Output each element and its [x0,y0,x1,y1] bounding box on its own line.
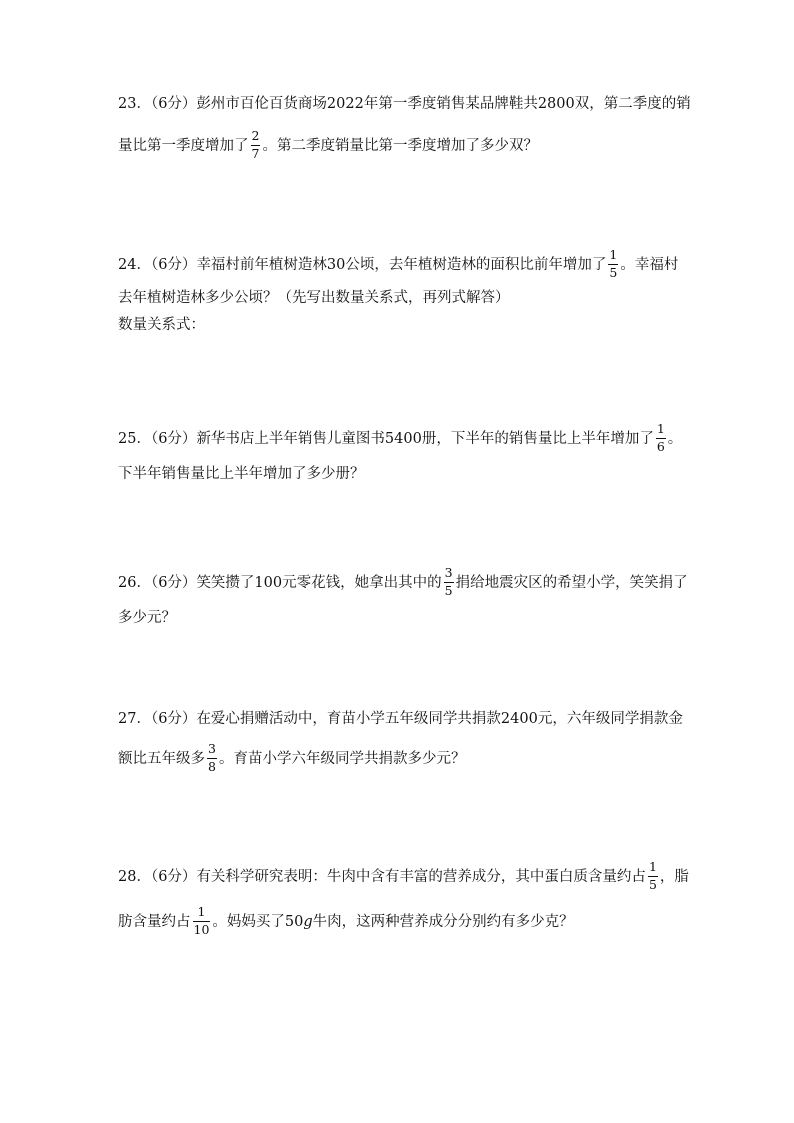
q24-text-2: 去年植树造林多少公顷？（先写出数量关系式，再列式解答） [118,290,510,306]
q28-frac1-den: 5 [648,876,657,892]
q26-text-2: 多少元？ [118,610,176,626]
q28-frac2-den: 10 [193,921,210,937]
q25-line1 [118,421,683,454]
q27-line2 [118,741,466,774]
q27-text-1: 在爱心捐赠活动中，育苗小学五年级同学共捐款2400元，六年级同学捐款金 [196,711,683,727]
q26-fraction [444,567,454,597]
q27-number: 27． [118,711,151,727]
q26-number: 26． [118,575,151,591]
q24-number: 24． [118,257,151,273]
q23-frac-num: 2 [251,130,261,146]
q25-frac-num: 1 [656,423,666,439]
q27-fraction [207,743,217,773]
q26-frac-num: 3 [444,567,454,583]
q26-score: （6分） [150,575,197,591]
q27-frac-num: 3 [207,743,217,759]
q23-score: （6分） [150,96,197,112]
q24-score: （6分） [150,257,197,273]
q25-score: （6分） [150,431,197,447]
q24-fraction [608,249,618,279]
q24-text-3: 数量关系式： [118,317,205,333]
q27-score: （6分） [150,711,197,727]
q26-frac-den: 5 [444,582,453,598]
q23-text-2a: 量比第一季度增加了 [118,138,249,154]
q27-text-2b: 。育苗小学六年级同学共捐款多少元？ [218,751,466,767]
q28-text-2a: 肪含量约占 [118,914,191,930]
q23-frac-den: 7 [251,145,260,161]
q28-text-2c: 牛肉，这两种营养成分分别约有多少克？ [312,914,574,930]
q25-frac-den: 6 [656,438,665,454]
q25-fraction [656,423,666,453]
q25-line2 [118,464,365,484]
q28-line2 [118,904,574,937]
q23-text-1: 彭州市百伦百货商场2022年第一季度销售某品牌鞋共2800双，第二季度的销 [196,96,691,112]
q24-frac-den: 5 [609,264,618,280]
q23-line1 [118,94,691,114]
q27-text-2a: 额比五年级多 [118,751,205,767]
q25-text-1a: 新华书店上半年销售儿童图书5400册，下半年的销售量比上半年增加了 [196,431,654,447]
q23-fraction [251,130,261,160]
q28-unit-g: g [303,914,313,930]
q28-frac2-num: 1 [193,906,211,922]
q26-text-1a: 笑笑攒了100元零花钱，她拿出其中的 [196,575,442,591]
q25-text-2: 下半年销售量比上半年增加了多少册？ [118,466,365,482]
q24-frac-num: 1 [608,249,618,265]
q28-frac1-num: 1 [648,861,658,877]
q26-line1 [118,565,688,598]
q23-text-2b: 。第二季度销量比第一季度增加了多少双？ [262,138,538,154]
q28-fraction-protein [648,861,658,891]
q24-line1 [118,247,679,280]
q27-frac-den: 8 [208,758,216,774]
q24-text-1b: 。幸福村 [620,257,679,273]
q24-line3 [118,315,205,335]
q28-text-1b: ，脂 [659,869,689,885]
q28-line1 [118,859,689,892]
q25-number: 25． [118,431,151,447]
q24-line2 [118,288,510,308]
q26-line2 [118,608,176,628]
q28-text-2b: 。妈妈买了50 [212,914,304,930]
q26-text-1b: 捐给地震灾区的希望小学，笑笑捐了 [455,575,688,591]
q28-number: 28． [118,869,151,885]
q27-line1 [118,709,683,729]
q25-text-1b: 。 [667,431,683,447]
q28-fraction-fat [193,906,211,936]
q28-text-1a: 有关科学研究表明：牛肉中含有丰富的营养成分，其中蛋白质含量约占 [196,869,646,885]
q28-score: （6分） [150,869,197,885]
q23-line2 [118,128,538,161]
q24-text-1a: 幸福村前年植树造林30公顷，去年植树造林的面积比前年增加了 [196,257,607,273]
q23-number: 23． [118,96,151,112]
